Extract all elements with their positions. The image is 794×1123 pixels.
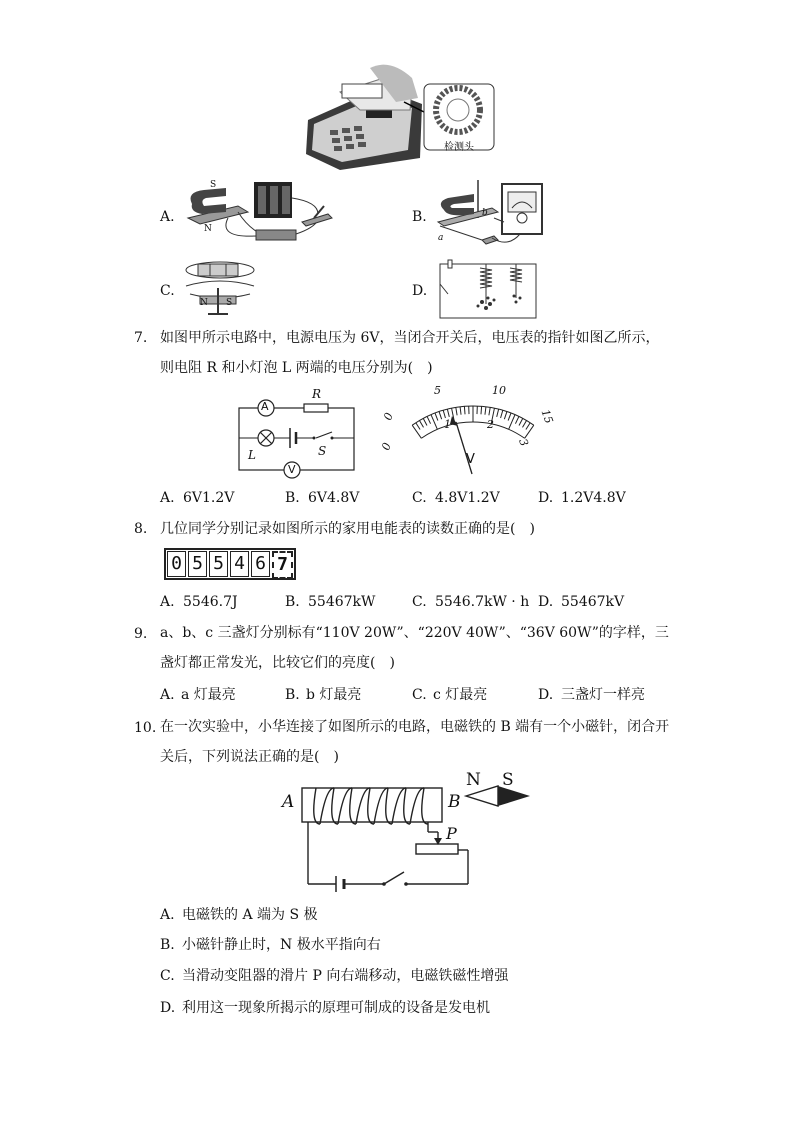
dial-tick <box>435 413 438 420</box>
q10-question <box>160 712 670 772</box>
q6-option-b-letter: B. <box>412 209 427 225</box>
energy-meter-display <box>164 548 296 580</box>
meter-digit: 5 <box>209 551 228 577</box>
dial-tick <box>522 421 526 428</box>
dial-inner-0: 0 <box>379 440 394 453</box>
q7-lamp-label: L <box>248 448 256 462</box>
q9-option-c-letter: C. <box>412 687 427 703</box>
dial-tick <box>519 418 523 425</box>
q6-option-c-letter: C. <box>160 283 175 299</box>
dial-ticks <box>412 406 534 438</box>
dial-outer-0: 0 <box>381 410 396 423</box>
q8-option-d-text: 55467kV <box>561 594 625 610</box>
dial-tick <box>447 409 449 417</box>
dial-tick <box>504 412 507 420</box>
q7-number: 7. <box>134 330 148 346</box>
detection-head-label: 检测头 <box>444 142 474 153</box>
dial-tick <box>439 412 442 420</box>
q10-number: 10. <box>134 720 157 736</box>
meter-digit: 6 <box>251 551 270 577</box>
q9-option-b-letter: B. <box>285 687 300 703</box>
q7-resistor-label: R <box>312 387 322 401</box>
dial-tick <box>525 425 534 438</box>
q8-option-a-letter: A. <box>160 594 175 610</box>
meter-digit: 5 <box>188 551 207 577</box>
slider-p-label: P <box>446 824 457 843</box>
q9-line2: 盏灯都正常发光，比较它们的亮度( ) <box>160 655 395 671</box>
q7-option-b-text: 6V4.8V <box>308 490 360 506</box>
q8-option-c-text: 5546.7kW · h <box>435 594 530 610</box>
q7-ammeter-label: A <box>261 400 269 413</box>
dial-tick <box>508 413 511 420</box>
dial-tick <box>419 421 423 428</box>
q6-option-c-figure <box>180 258 260 316</box>
q6-b-label-b: b <box>482 208 488 218</box>
q10-option-c-letter: C. <box>160 968 175 984</box>
q8-option-d-letter: D. <box>538 594 554 610</box>
q10-option-c-text: 当滑动变阻器的滑片 P 向右端移动，电磁铁磁性增强 <box>182 968 509 984</box>
dial-unit: V <box>466 452 475 467</box>
dial-tick <box>443 410 445 418</box>
q10-option-a-letter: A. <box>160 907 175 923</box>
q9-option-a-letter: A. <box>160 687 175 703</box>
q9-option-b-text: b 灯最亮 <box>306 687 362 703</box>
q6-a-label-n: N <box>204 224 212 234</box>
q7-line1: 如图甲所示电路中，电源电压为 6V，当闭合开关后，电压表的指针如图乙所示， <box>160 330 660 346</box>
q7-option-c-letter: C. <box>412 490 427 506</box>
dial-outer-5: 5 <box>434 384 441 397</box>
compass-south-label: S <box>502 770 514 790</box>
q7-voltmeter-label: V <box>288 463 296 476</box>
dial-tick <box>456 407 457 415</box>
q8-number: 8. <box>134 521 148 537</box>
q6-option-b-figure <box>432 178 546 252</box>
q9-question <box>160 618 670 678</box>
electromagnet-end-a: A <box>282 792 295 812</box>
dial-tick <box>526 423 530 430</box>
dial-tick <box>481 406 482 414</box>
q6-option-a-letter: A. <box>160 209 175 225</box>
q7-line2: 则电阻 R 和小灯泡 L 两端的电压分别为( ) <box>160 360 433 376</box>
q6-c-label-s: S <box>226 298 233 308</box>
q9-option-c-text: c 灯最亮 <box>433 687 488 703</box>
q10-option-b-text: 小磁针静止时，N 极水平指向右 <box>182 937 381 953</box>
dial-tick <box>464 406 465 414</box>
dial-tick <box>427 416 430 423</box>
dial-tick <box>416 423 420 430</box>
q8-option-c-letter: C. <box>412 594 427 610</box>
q7-circuit-diagram <box>232 384 362 484</box>
card-reader-drawing <box>300 58 500 176</box>
meter-digit: 4 <box>230 551 249 577</box>
electromagnet-end-b: B <box>448 792 461 812</box>
q8-option-a-text: 5546.7J <box>183 594 238 610</box>
dial-tick <box>497 409 499 417</box>
q10-option-d-letter: D. <box>160 1000 176 1016</box>
q8-option-b-text: 55467kW <box>308 594 376 610</box>
dial-outer-15: 15 <box>538 407 556 426</box>
q6-option-d-figure <box>432 258 542 320</box>
q7-switch-label: S <box>318 444 327 458</box>
meter-digit-decimal: 7 <box>272 551 293 579</box>
q7-option-a-letter: A. <box>160 490 175 506</box>
q10-option-d-text: 利用这一现象所揭示的原理可制成的设备是发电机 <box>182 1000 490 1016</box>
q7-option-b-letter: B. <box>285 490 300 506</box>
dial-tick <box>501 410 503 418</box>
q10-line2: 关后，下列说法正确的是( ) <box>160 749 339 765</box>
dial-inner-1: 1 <box>444 418 451 431</box>
q10-line1: 在一次实验中，小华连接了如图所示的电路，电磁铁的 B 端有一个小磁针，闭合开 <box>160 719 670 735</box>
dial-tick <box>460 407 461 415</box>
q6-a-label-s: S <box>210 180 217 190</box>
q6-option-d-letter: D. <box>412 283 428 299</box>
dial-tick <box>412 425 421 438</box>
q6-b-label-a: a <box>438 233 444 243</box>
q10-option-b-letter: B. <box>160 937 175 953</box>
q7-voltmeter-dial <box>386 382 560 482</box>
q7-option-d-letter: D. <box>538 490 554 506</box>
q10-option-a-text: 电磁铁的 A 端为 S 极 <box>182 907 318 923</box>
q6-c-label-n: N <box>200 298 208 308</box>
q9-line1: a、b、c 三盏灯分别标有“110V 20W”、“220V 40W”、“36V 60W”的字样，三 <box>160 625 669 641</box>
q7-option-c-text: 4.8V1.2V <box>435 490 500 506</box>
q7-option-a-text: 6V1.2V <box>183 490 235 506</box>
q8-question: 几位同学分别记录如图所示的家用电能表的读数正确的是( ) <box>160 521 535 537</box>
q7-option-d-text: 1.2V4.8V <box>561 490 626 506</box>
q8-option-b-letter: B. <box>285 594 300 610</box>
q9-option-d-text: 三盏灯一样亮 <box>561 687 645 703</box>
card-reader-figure <box>300 58 500 176</box>
compass-north-label: N <box>466 770 481 790</box>
dial-inner-2: 2 <box>487 418 494 431</box>
q6-option-a-figure <box>178 178 338 252</box>
q7-question <box>160 323 670 383</box>
q9-option-a-text: a 灯最亮 <box>181 687 236 703</box>
q9-number: 9. <box>134 626 148 642</box>
dial-tick <box>485 407 486 415</box>
dial-tick <box>489 407 490 415</box>
dial-outer-10: 10 <box>492 384 506 397</box>
dial-arc <box>421 422 524 438</box>
dial-inner-3: 3 <box>516 436 531 449</box>
dial-tick <box>423 418 427 425</box>
q10-electromagnet-circuit <box>280 768 540 890</box>
dial-tick <box>515 416 518 423</box>
meter-digit: 0 <box>167 551 186 577</box>
q9-option-d-letter: D. <box>538 687 554 703</box>
